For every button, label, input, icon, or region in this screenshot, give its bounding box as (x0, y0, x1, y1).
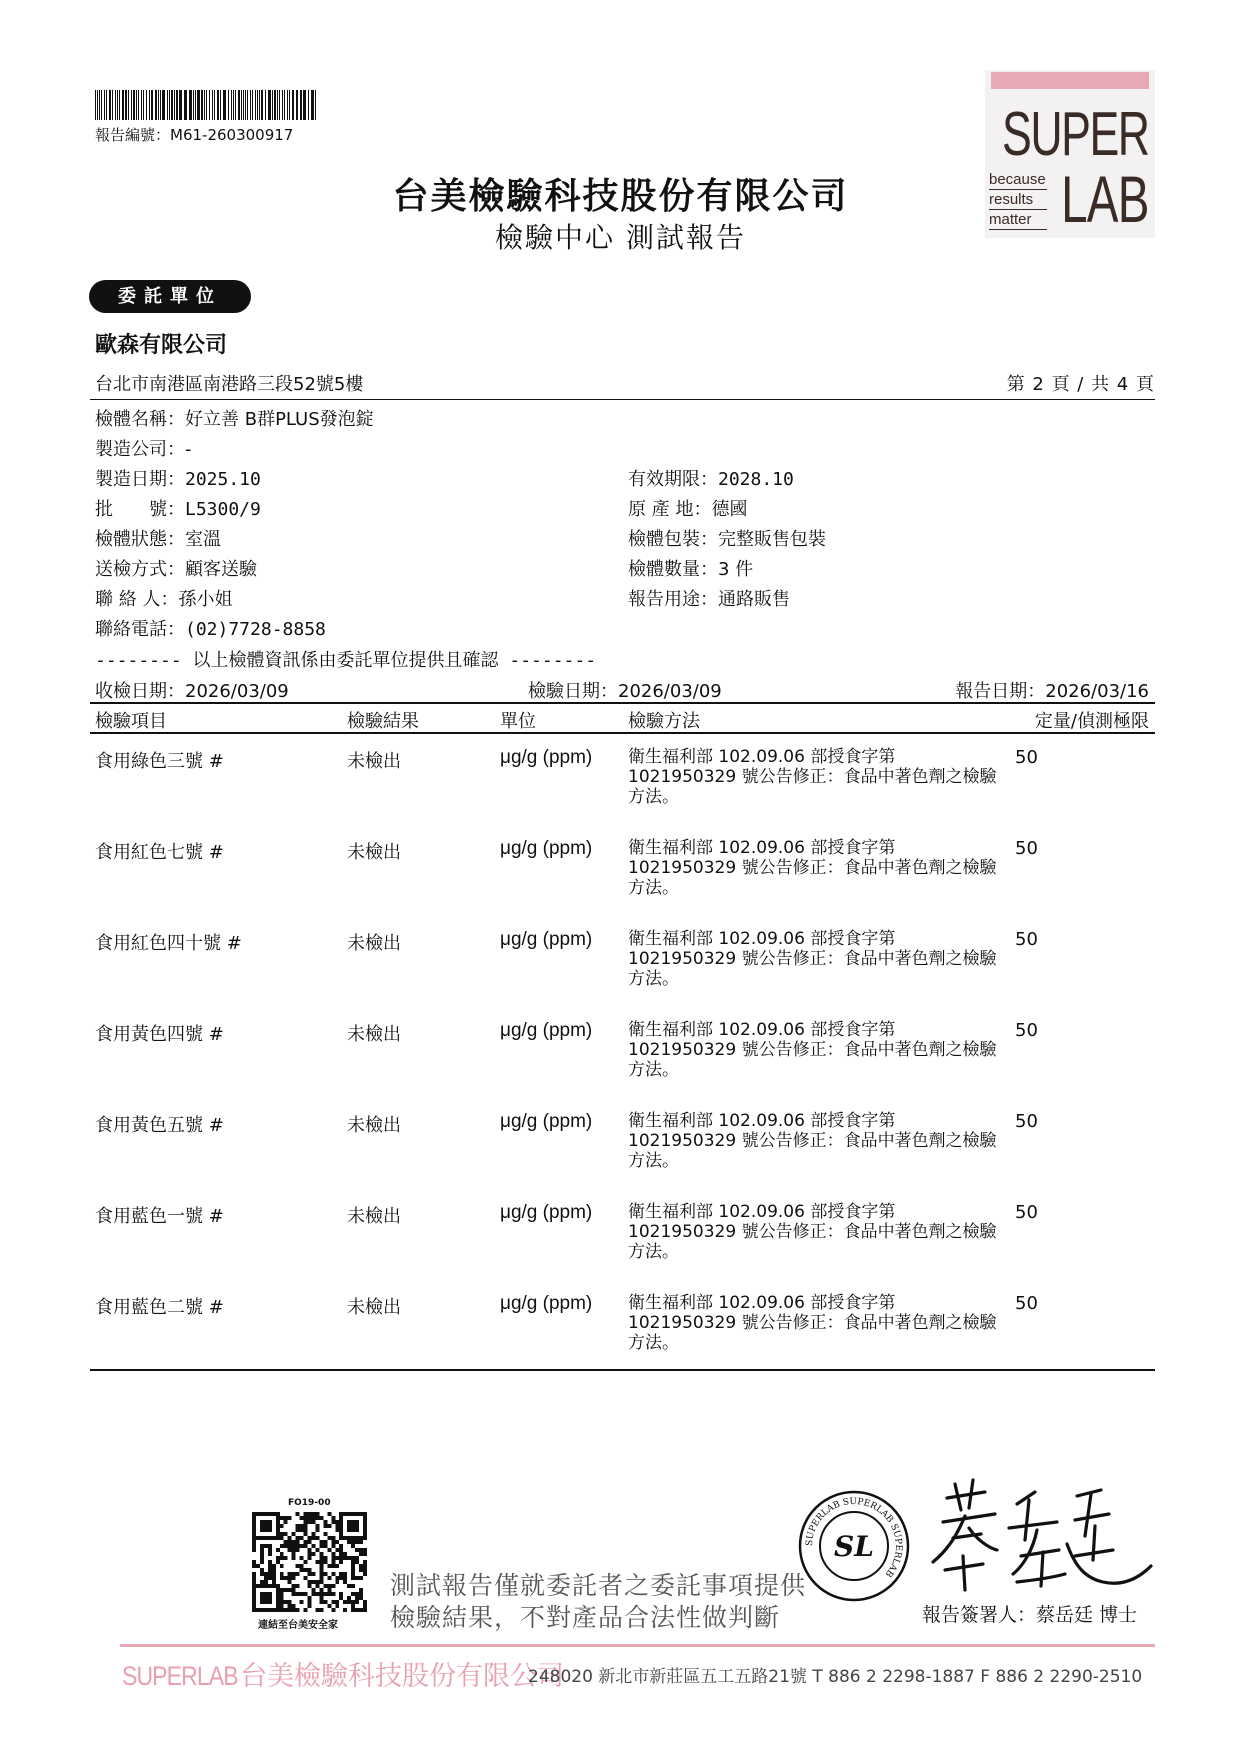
test-item: 食用綠色三號 # (95, 751, 224, 772)
page-indicator: 第 2 頁 / 共 4 頁 (1006, 374, 1155, 395)
barcode-bar (104, 90, 105, 120)
footer-brand (122, 1654, 564, 1693)
test-item: 食用藍色一號 # (95, 1206, 224, 1227)
barcode-bar (97, 90, 98, 120)
barcode-bar (209, 90, 210, 120)
test-item: 食用紅色七號 # (95, 842, 224, 863)
report-purpose-row (628, 585, 790, 611)
sample-name-row (95, 405, 374, 431)
column-header-item: 檢驗項目 (95, 711, 167, 732)
barcode-bar (245, 90, 246, 120)
barcode-bar (233, 90, 234, 120)
barcode-bar (296, 90, 298, 120)
logo-tagline (989, 170, 1047, 230)
barcode-bar (201, 90, 203, 120)
barcode-bar (189, 90, 192, 120)
barcode-bar (214, 90, 215, 120)
footer-address: 248020 新北市新莊區五工五路21號 T 886 2 2298-1887 F 886 2 2290-2510 (528, 1667, 1143, 1687)
barcode-bar (109, 90, 111, 120)
barcode-bar (171, 90, 173, 120)
client-name: 歐森有限公司 (95, 333, 228, 358)
test-method: 衛生福利部 102.09.06 部授食字第 1021950329 號公告修正：食品中著色劑之檢驗方法。 (628, 747, 997, 807)
barcode-bar (204, 90, 205, 120)
barcode-bar (235, 90, 236, 120)
expiry-date-row (628, 465, 794, 491)
barcode-bar (274, 90, 276, 120)
test-result: 未檢出 (347, 933, 401, 954)
barcode-bar (308, 90, 309, 120)
barcode (95, 90, 319, 120)
manufacturer-row (95, 435, 192, 461)
barcode-bar (206, 90, 207, 120)
footer-brand-latin: SUPERLAB (122, 1661, 238, 1691)
test-method: 衛生福利部 102.09.06 部授食字第 1021950329 號公告修正：食品中著色劑之檢驗方法。 (628, 1020, 997, 1080)
logo-brand-top: SUPER (1002, 100, 1149, 169)
test-result: 未檢出 (347, 1115, 401, 1136)
test-limit: 50 (1015, 1202, 1038, 1223)
qr-caption: 連結至台美安全家 (258, 1620, 338, 1631)
barcode-bar (167, 90, 168, 120)
test-limit: 50 (1015, 838, 1038, 859)
test-result: 未檢出 (347, 1206, 401, 1227)
barcode-bar (212, 90, 213, 120)
quantity-row (628, 555, 753, 581)
barcode-bar (95, 90, 96, 120)
logo-brand-bottom: LAB (1061, 162, 1149, 236)
table-header-rule (90, 732, 1155, 734)
barcode-bar (101, 90, 102, 120)
field-label: 原 產 地： (628, 499, 712, 520)
field-label: 有效期限： (628, 469, 718, 490)
barcode-bar (128, 90, 129, 120)
client-section-label: 委託單位 (89, 280, 251, 313)
field-label: 送檢方式： (95, 559, 185, 580)
test-method: 衛生福利部 102.09.06 部授食字第 1021950329 號公告修正：食品中著色劑之檢驗方法。 (628, 1293, 997, 1353)
field-label: 製造公司： (95, 439, 185, 460)
barcode-bar (231, 90, 232, 120)
barcode-bar (315, 90, 316, 120)
barcode-bar (287, 90, 288, 120)
barcode-bar (300, 90, 302, 120)
table-top-rule (90, 702, 1155, 704)
barcode-bar (125, 90, 127, 120)
test-unit: μg/g (ppm) (500, 929, 593, 950)
barcode-bar (197, 90, 200, 120)
field-value: 2028.10 (718, 469, 794, 490)
barcode-bar (282, 90, 283, 120)
barcode-bar (112, 90, 113, 120)
barcode-bar (272, 90, 273, 120)
divider (90, 399, 1155, 400)
field-value: (02)7728-8858 (185, 619, 326, 640)
field-label: 批 號： (95, 499, 185, 520)
field-label: 聯絡電話： (95, 619, 185, 640)
table-bottom-rule (90, 1369, 1155, 1371)
barcode-bar (311, 90, 314, 120)
barcode-bar (119, 90, 120, 120)
field-value: 通路販售 (718, 589, 790, 610)
barcode-bar (133, 90, 135, 120)
field-value: 德國 (711, 499, 748, 520)
seal-monogram: SL (834, 1530, 874, 1563)
test-limit: 50 (1015, 1111, 1038, 1132)
barcode-bar (284, 90, 285, 120)
barcode-bar (115, 90, 116, 120)
contact-phone-row (95, 615, 326, 641)
client-address: 台北市南港區南港路三段52號5樓 (95, 374, 364, 395)
test-limit: 50 (1015, 929, 1038, 950)
barcode-bar (265, 90, 266, 120)
barcode-bar (223, 90, 226, 120)
qr-form-code: FO19-00 (288, 1498, 331, 1508)
barcode-bar (138, 90, 139, 120)
footer-accent-rule (120, 1644, 1155, 1647)
test-method: 衛生福利部 102.09.06 部授食字第 1021950329 號公告修正：食品中著色劑之檢驗方法。 (628, 1111, 997, 1171)
test-unit: μg/g (ppm) (500, 1111, 593, 1132)
barcode-bar (169, 90, 170, 120)
barcode-bar (289, 90, 290, 120)
barcode-bar (117, 90, 118, 120)
barcode-bar (179, 90, 182, 120)
barcode-bar (243, 90, 244, 120)
field-value: L5300/9 (185, 499, 261, 520)
barcode-bar (158, 90, 159, 120)
barcode-bar (141, 90, 142, 120)
test-limit: 50 (1015, 1020, 1038, 1041)
field-value: 孫小姐 (178, 589, 233, 610)
barcode-bar (174, 90, 175, 120)
test-unit: μg/g (ppm) (500, 1293, 593, 1314)
test-method: 衛生福利部 102.09.06 部授食字第 1021950329 號公告修正：食品中著色劑之檢驗方法。 (628, 838, 997, 898)
barcode-bar (184, 90, 187, 120)
company-seal-stamp (798, 1490, 910, 1602)
test-item: 食用黃色五號 # (95, 1115, 224, 1136)
column-header-limit: 定量/偵測極限 (1034, 711, 1149, 732)
barcode-bar (261, 90, 263, 120)
barcode-bar (122, 90, 124, 120)
barcode-bar (155, 90, 157, 120)
barcode-bar (252, 90, 253, 120)
barcode-bar (136, 90, 137, 120)
test-item: 食用黃色四號 # (95, 1024, 224, 1045)
field-value: 完整販售包裝 (718, 529, 826, 550)
origin-row (628, 495, 747, 521)
disclaimer (390, 1570, 806, 1634)
test-date: 檢驗日期：2026/03/09 (528, 681, 722, 702)
barcode-bar (259, 90, 260, 120)
column-header-unit: 單位 (500, 711, 536, 732)
barcode-bar (106, 90, 107, 120)
logo-tagline-line: because (989, 171, 1046, 188)
sample-state-row (95, 525, 221, 551)
field-label: 檢體名稱： (95, 409, 185, 430)
confirmation-note: -------- 以上檢體資訊係由委託單位提供且確認 -------- (95, 650, 597, 671)
test-result: 未檢出 (347, 1297, 401, 1318)
barcode-bar (131, 90, 132, 120)
barcode-bar (238, 90, 240, 120)
barcode-bar (277, 90, 278, 120)
report-subtitle: 檢驗中心 測試報告 (495, 221, 746, 254)
field-value: 顧客送驗 (185, 559, 257, 580)
field-value: 3 件 (718, 559, 754, 580)
test-unit: μg/g (ppm) (500, 747, 593, 768)
received-date: 收檢日期：2026/03/09 (95, 681, 289, 702)
test-item: 食用紅色四十號 # (95, 933, 242, 954)
disclaimer-line: 測試報告僅就委託者之委託事項提供 (390, 1571, 807, 1600)
test-unit: μg/g (ppm) (500, 1020, 593, 1041)
barcode-bar (195, 90, 196, 120)
barcode-bar (255, 90, 256, 120)
seal-ring-text: SUPERLAB SUPERLAB SUPERLAB (804, 1496, 904, 1579)
delivery-method-row (95, 555, 257, 581)
company-title: 台美檢驗科技股份有限公司 (392, 176, 849, 217)
column-header-result: 檢驗結果 (347, 711, 419, 732)
barcode-bar (241, 90, 242, 120)
barcode-bar (146, 90, 147, 120)
barcode-bar (303, 90, 306, 120)
test-result: 未檢出 (347, 842, 401, 863)
report-date: 報告日期：2026/03/16 (955, 681, 1149, 702)
footer-brand-cjk: 台美檢驗科技股份有限公司 (240, 1661, 565, 1692)
test-unit: μg/g (ppm) (500, 838, 593, 859)
barcode-bar (193, 90, 194, 120)
barcode-bar (220, 90, 221, 120)
field-value: 室溫 (185, 529, 221, 550)
contact-person-row (95, 585, 232, 611)
barcode-bar (228, 90, 229, 120)
barcode-bar (143, 90, 144, 120)
field-label: 檢體包裝： (628, 529, 718, 550)
field-value: 好立善 B群PLUS發泡錠 (185, 409, 374, 430)
signature (925, 1470, 1155, 1600)
barcode-bar (176, 90, 178, 120)
logo-accent-bar (991, 72, 1149, 89)
test-limit: 50 (1015, 747, 1038, 768)
manufacture-date-row (95, 465, 261, 491)
barcode-bar (250, 90, 251, 120)
test-result: 未檢出 (347, 1024, 401, 1045)
barcode-bar (217, 90, 219, 120)
barcode-bar (160, 90, 161, 120)
disclaimer-line: 檢驗結果，不對產品合法性做判斷 (390, 1603, 781, 1632)
barcode-bar (162, 90, 165, 120)
field-value: 2025.10 (185, 469, 261, 490)
field-label: 檢體狀態： (95, 529, 185, 550)
field-label: 製造日期： (95, 469, 185, 490)
barcode-bar (292, 90, 294, 120)
barcode-bar (247, 90, 248, 120)
packaging-row (628, 525, 826, 551)
signatory: 報告簽署人：蔡岳廷 博士 (922, 1604, 1138, 1626)
test-result: 未檢出 (347, 751, 401, 772)
test-item: 食用藍色二號 # (95, 1297, 224, 1318)
column-header-method: 檢驗方法 (628, 711, 700, 732)
logo-tagline-line: matter (989, 210, 1047, 230)
barcode-bar (268, 90, 271, 120)
barcode-bar (257, 90, 258, 120)
barcode-bar (151, 90, 153, 120)
report-number: 報告編號：M61-260300917 (95, 126, 294, 144)
field-label: 聯 絡 人： (95, 589, 179, 610)
superlab-logo (985, 70, 1155, 238)
barcode-bar (149, 90, 150, 120)
field-value: - (185, 439, 192, 460)
barcode-bar (279, 90, 280, 120)
test-unit: μg/g (ppm) (500, 1202, 593, 1223)
test-method: 衛生福利部 102.09.06 部授食字第 1021950329 號公告修正：食品中著色劑之檢驗方法。 (628, 929, 997, 989)
barcode-bar (99, 90, 100, 120)
qr-code[interactable] (252, 1512, 367, 1612)
logo-tagline-line: results (989, 190, 1047, 210)
field-label: 報告用途： (628, 589, 718, 610)
test-limit: 50 (1015, 1293, 1038, 1314)
batch-no-row (95, 495, 261, 521)
test-method: 衛生福利部 102.09.06 部授食字第 1021950329 號公告修正：食品中著色劑之檢驗方法。 (628, 1202, 997, 1262)
field-label: 檢體數量： (628, 559, 718, 580)
